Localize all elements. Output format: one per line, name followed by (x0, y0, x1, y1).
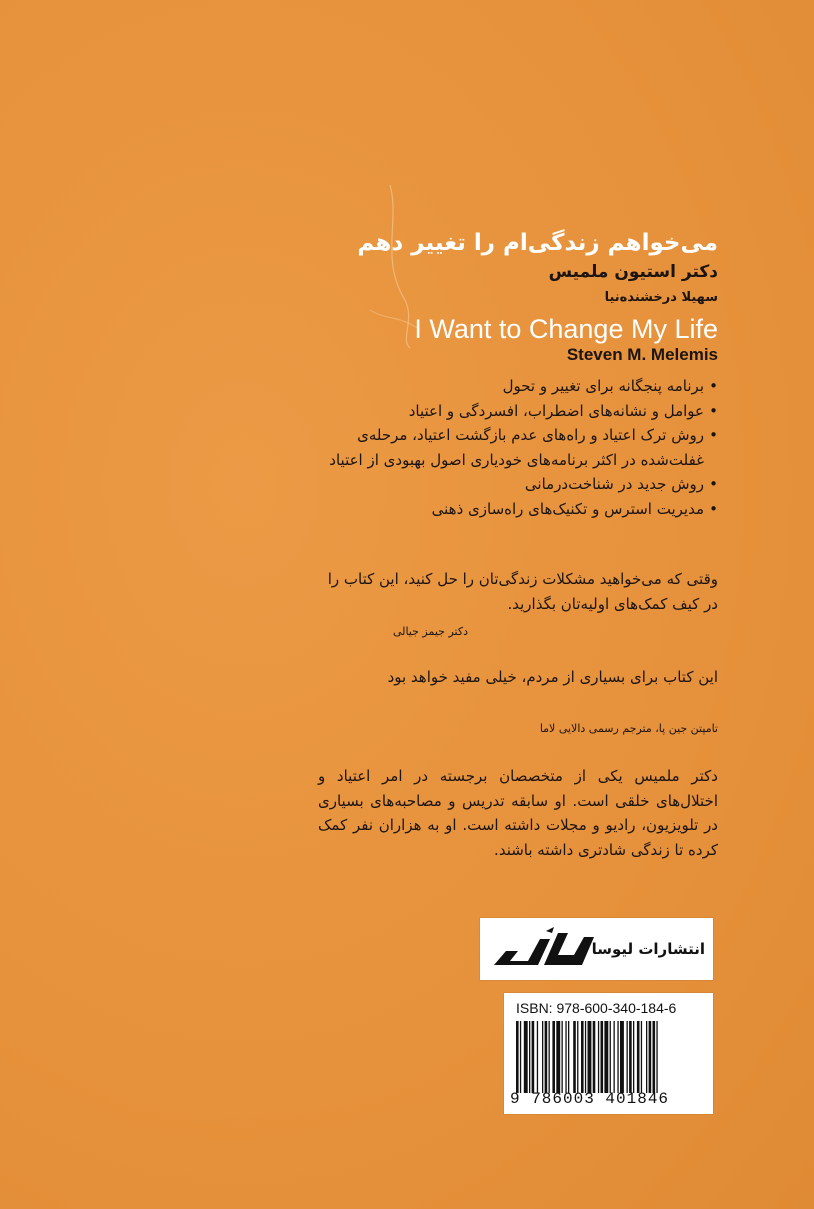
author-bio: دکتر ملمیس یکی از متخصصان برجسته در امر اعتیاد و اختلال‌های خلقی است. او سابقه تدریس و مصاحبه‌های بسیاری در تلویزیون، رادیو و مجلات داشته است. او به هزاران نفر کمک کرده تا زندگی شادتری داشته باشند. (318, 767, 718, 859)
barcode-bar (520, 1021, 521, 1093)
review-quote: وقتی که می‌خواهید مشکلات زندگی‌تان را حل کنید، این کتاب را در کیف کمک‌های اولیه‌تان بگذارید. (327, 570, 718, 613)
author-name-english: Steven M. Melemis (566, 345, 718, 364)
barcode-bar (577, 1021, 578, 1093)
isbn-barcode-box (504, 993, 713, 1114)
barcode-bar (532, 1021, 535, 1093)
barcode-bar (620, 1021, 624, 1093)
barcode-bar (641, 1021, 642, 1093)
barcode-bar (637, 1021, 640, 1093)
quote-attribution: دکتر جیمز جیالی (392, 625, 468, 638)
feature-bullet-list (318, 374, 718, 521)
barcode-bar (537, 1021, 538, 1093)
barcode-bar (610, 1021, 611, 1093)
barcode-bar (588, 1021, 592, 1093)
quote-attribution: تامپتن جین پا، مترجم رسمی دالایی لاما (539, 722, 718, 735)
barcode-bar (529, 1021, 530, 1093)
barcode-bar (604, 1021, 608, 1093)
barcode-bar (573, 1021, 576, 1093)
bullet-item: • روش جدید در شناخت‌درمانی (318, 472, 718, 497)
barcode-bar (629, 1021, 632, 1093)
barcode-bar (617, 1021, 618, 1093)
review-quote: این کتاب برای بسیاری از مردم، خیلی مفید خواهد بود (387, 668, 718, 686)
barcode-bar (542, 1021, 543, 1093)
barcode-bar (556, 1021, 560, 1093)
barcode-bar (598, 1021, 599, 1093)
barcode-bar (585, 1021, 586, 1093)
barcode-bar (614, 1021, 615, 1093)
barcode-bar (565, 1021, 566, 1093)
barcode-bar (601, 1021, 604, 1093)
book-title-persian: می‌خواهم زندگی‌ام را تغییر دهم (357, 230, 718, 256)
barcode-digits: 9 786003 401846 (510, 1090, 670, 1108)
translator-name: سهیلا درخشنده‌نیا (604, 290, 718, 305)
barcode-bar (516, 1021, 519, 1093)
barcode-bar (656, 1021, 657, 1093)
bullet-item: • مدیریت استرس و تکنیک‌های راه‌سازی ذهنی (318, 497, 718, 522)
barcode-bar (549, 1021, 550, 1093)
isbn-number: ISBN: 978-600-340-184-6 (516, 1000, 677, 1016)
barcode-bar (524, 1021, 528, 1093)
author-name-persian: دکتر استیون ملمیس (548, 262, 718, 282)
barcode-bar (552, 1021, 555, 1093)
barcode-bar (649, 1021, 652, 1093)
barcode-bar (568, 1021, 569, 1093)
barcode-bar (581, 1021, 584, 1093)
barcode-bar (653, 1021, 656, 1093)
barcode-bar (627, 1021, 628, 1093)
barcode-bar (593, 1021, 596, 1093)
barcode-bar (545, 1021, 548, 1093)
barcode-icon (512, 1021, 705, 1093)
barcode-bar (562, 1021, 563, 1093)
publisher-badge (480, 918, 713, 980)
bullet-item: • برنامه پنجگانه برای تغییر و تحول (318, 374, 718, 399)
publisher-name: انتشارات لیوسا (591, 940, 705, 958)
bullet-item: • عوامل و نشانه‌های اضطراب، افسردگی و اعتیاد (318, 399, 718, 424)
bullet-item: • روش ترک اعتیاد و راه‌های عدم بازگشت اعتیاد، مرحله‌ی غفلت‌شده در اکثر برنامه‌های خودیاری اصول بهبودی از اعتیاد (318, 423, 718, 472)
barcode-bar (646, 1021, 647, 1093)
book-title-english: I Want to Change My Life (414, 314, 718, 344)
barcode-bar (633, 1021, 634, 1093)
liosa-logo-icon (488, 925, 600, 973)
